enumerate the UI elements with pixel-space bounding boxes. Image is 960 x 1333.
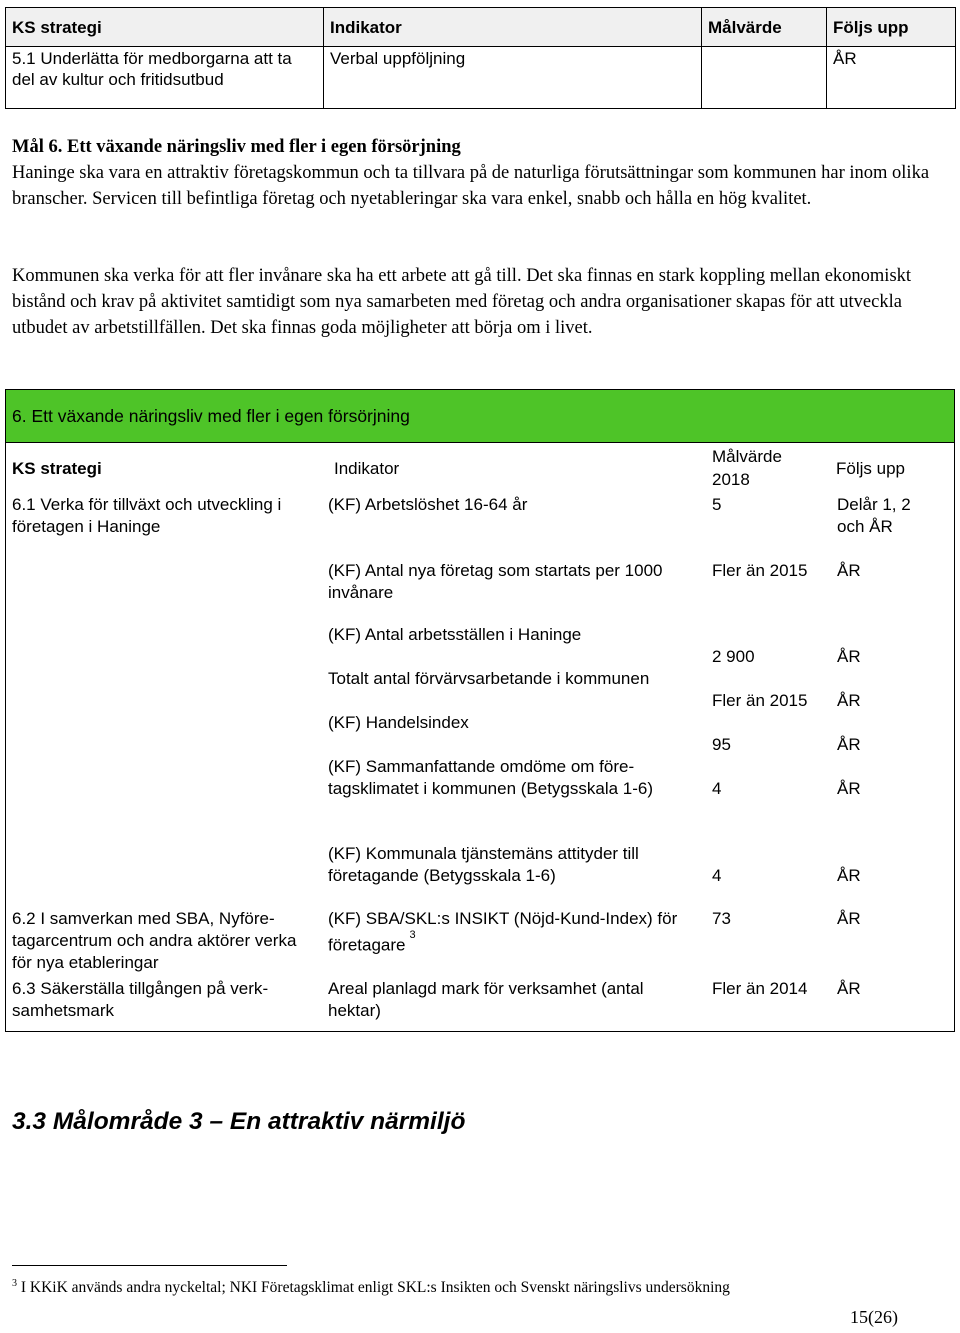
indicator-cell [328,908,703,957]
header-indikator: Indikator [334,459,400,478]
section-heading: 3.3 Målområde 3 – En attraktiv närmiljö [12,1108,466,1135]
footnote-divider [12,1265,287,1266]
followup-cell: ÅR [837,735,861,754]
followup-cell: ÅR [837,691,861,710]
header-foljs-upp: Följs upp [836,459,905,478]
header-ks-strategi: KS strategi [6,8,324,47]
goal-paragraph: Haninge ska vara en attraktiv företagskommun och ta tillvara på de naturliga förutsättningar som kommunen har inom olika branscher. Servicen till befintliga företag och nyetableringar ska vara enkel, snabb och hålla en hög kvalitet. [12,163,930,209]
indicator-cell: (KF) Kommunala tjänstemäns attityder till företagande (Betygsskala 1-6) [328,844,639,885]
target-cell: 2 900 [712,647,755,666]
header-foljs-upp: Följs upp [827,8,956,47]
followup-cell: ÅR [837,779,861,798]
page-number: 15(26) [850,1307,898,1327]
target-cell: 5 [712,495,722,514]
header-malvarde-year: 2018 [712,470,750,489]
target-cell: 95 [712,735,731,754]
target-cell [702,47,827,109]
indicator-cell: (KF) Arbetslöshet 16-64 år [328,495,528,514]
target-cell: Fler än 2014 [712,979,808,998]
indicator-cell: (KF) Antal nya företag som startats per 1000 invånare [328,561,663,602]
followup-cell: ÅR [837,909,861,928]
indicator-cell: Areal planlagd mark för verksamhet (antal hektar) [328,979,644,1020]
indicator-cell: (KF) Antal arbetsställen i Haninge [328,625,582,644]
header-malvarde: Målvärde [712,447,782,466]
target-cell: 4 [712,866,722,885]
followup-cell: ÅR [837,561,861,580]
indicator-cell: (KF) Sammanfattande omdöme om företagsklimatet i kommunen (Betygsskala 1-6) [328,757,654,798]
target-cell: 4 [712,779,722,798]
header-malvarde: Målvärde [702,8,827,47]
strategy-cell: 5.1 Underlätta för medborgarna att ta del av kultur och fritidsutbud [6,47,324,109]
strategy-6-3: 6.3 Säkerställa tillgången på verksamhetsmark [12,979,269,1020]
target-cell: 73 [712,909,731,928]
band-title: 6. Ett växande näringsliv med fler i egen försörjning [12,406,410,426]
strategy-6-2: 6.2 I samverkan med SBA, Nyföretagarcentrum och andra aktörer verka för nya etableringar [12,909,297,972]
table-row [6,47,956,109]
goal-paragraph: Kommunen ska verka för att fler invånare ska ha ett arbete att gå till. Det ska finnas en stark koppling mellan ekonomiskt bistånd och krav på aktivitet samtidigt som nya samarbeten med företag och andra organisationer skapas för att utveckla utbudet av arbetstillfällen. Det ska finnas goda möjligheter att börja om i livet. [12,266,912,338]
indicator-cell: Verbal uppföljning [324,47,702,109]
followup-cell: ÅR [827,47,956,109]
footnote-mark: 3 [409,929,416,941]
followup-cell: ÅR [837,979,861,998]
footnote-text: I KKiK används andra nyckeltal; NKI Företagsklimat enligt SKL:s Insikten och Svenskt näringslivs undersökning [20,1279,730,1297]
footnote-mark: 3 [12,1278,17,1289]
goal-band [6,390,954,443]
indicator-cell: (KF) Handelsindex [328,713,469,732]
header-indikator: Indikator [324,8,702,47]
target-cell: Fler än 2015 [712,561,808,580]
followup-cell: ÅR [837,866,861,885]
indicator-text: (KF) SBA/SKL:s INSIKT (Nöjd-Kund-Index) för företagare [328,909,678,955]
goal6-table [5,389,955,1032]
indicator-cell: Totalt antal förvärvsarbetande i kommunen [328,669,650,688]
goal5-table [5,7,956,109]
header-ks-strategi: KS strategi [12,459,102,478]
strategy-6-1: 6.1 Verka för tillväxt och utveckling i företagen i Haninge [12,495,282,536]
followup-cell: Delår 1, 2 och ÅR [837,495,911,536]
table-header-row [6,8,956,47]
target-cell: Fler än 2015 [712,691,808,710]
followup-cell: ÅR [837,647,861,666]
goal-title: Mål 6. Ett växande näringsliv med fler i egen försörjning [12,137,461,157]
footnote [12,1278,730,1297]
